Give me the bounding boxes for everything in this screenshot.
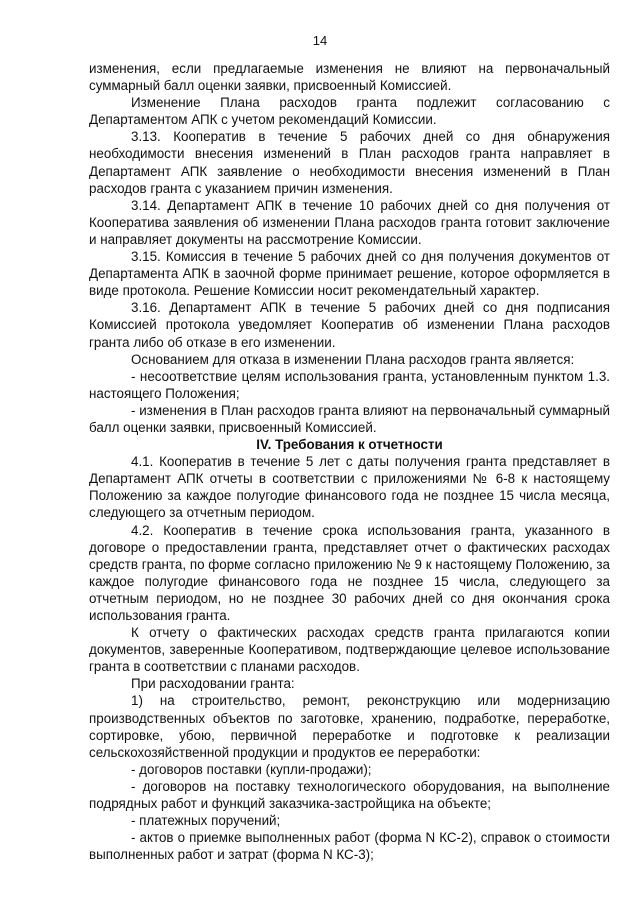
list-item-supply-contracts: - договоров поставки (купли-продажи); — [131, 761, 372, 777]
section-heading: IV. Требования к отчетности — [256, 437, 443, 453]
paragraph-4-1: 4.1. Кооператив в течение 5 лет с даты получения гранта представляет в Департамент АПК отчеты в соответствии с приложениями № 6-8 к настоящему Положению за каждое полугодие финансового года не позднее 15 числа месяца, следующего за отчетным периодом. — [89, 454, 610, 521]
paragraph-plan-change-approval: Изменение Плана расходов гранта подлежит согласованию с Департаментом АПК с учетом рекомендаций Комиссии. — [89, 95, 610, 128]
list-item-construction: 1) на строительство, ремонт, реконструкцию или модернизацию производственных объектов по заготовке, хранению, подработке, переработке, сортировке, убою, первичной переработке и подготовке к реализации сельскохозяйственной продукции и продуктов ее переработки: — [89, 693, 610, 760]
document-body — [89, 60, 610, 863]
list-item-acceptance-acts: - актов о приемке выполненных работ (форма N КС-2), справок о стоимости выполненных работ и затрат (форма N КС-3); — [89, 830, 610, 863]
paragraph-3-16: 3.16. Департамент АПК в течение 5 рабочих дней со дня подписания Комиссией протокола уведомляет Кооператив об изменении Плана расходов гранта либо об отказе в его изменении. — [89, 300, 610, 350]
paragraph-grant-spending: При расходовании гранта: — [131, 676, 295, 692]
list-item-equipment-contracts: - договоров на поставку технологического оборудования, на выполнение подрядных работ и функций заказчика-застройщика на объекте; — [89, 778, 610, 812]
paragraph-3-14: 3.14. Департамент АПК в течение 10 рабочих дней со дня получения от Кооператива заявления об изменении Плана расходов гранта готовит заключение и направляет документы на рассмотрение Комиссии. — [89, 197, 610, 247]
paragraph-refusal-grounds: Основанием для отказа в изменении Плана расходов гранта является: — [131, 351, 575, 367]
list-item-refusal-2: - изменения в План расходов гранта влияют на первоначальный суммарный балл оценки заявки, присвоенный Комиссией. — [89, 402, 610, 435]
paragraph-4-2: 4.2. Кооператив в течение срока использования гранта, указанного в договоре о предоставлении гранта, представляет отчет о фактических расходах средств гранта, по форме согласно приложению № 9 к настоящему Положению, за каждое полугодие финансового года не позднее 15 числа, следующего за отчетным периодом, но не позднее 30 рабочих дней со дня окончания срока использования гранта. — [89, 522, 610, 623]
paragraph-3-15: 3.15. Комиссия в течение 5 рабочих дней со дня получения документов от Департамента АПК в заочной форме принимает решение, которое оформляется в виде протокола. Решение Комиссии носит рекомендательный характер. — [89, 249, 610, 299]
list-item-payment-orders: - платежных поручений; — [131, 813, 281, 829]
page-number: 14 — [312, 33, 328, 48]
paragraph-attachments: К отчету о фактических расходах средств гранта прилагаются копии документов, заверенные Кооперативом, подтверждающие целевое использование гранта в соответствии с планами расходов. — [89, 625, 610, 675]
paragraph-3-13: 3.13. Кооператив в течение 5 рабочих дней со дня обнаружения необходимости внесения изменений в План расходов гранта направляет в Департамент АПК заявление о необходимости внесения изменений в План расходов гранта с указанием причин изменения. — [89, 129, 610, 196]
list-item-refusal-1: - несоответствие целям использования гранта, установленным пунктом 1.3. настоящего Положения; — [89, 368, 610, 401]
paragraph-continuation: изменения, если предлагаемые изменения не влияют на первоначальный суммарный балл оценки заявки, присвоенный Комиссией. — [89, 61, 610, 94]
